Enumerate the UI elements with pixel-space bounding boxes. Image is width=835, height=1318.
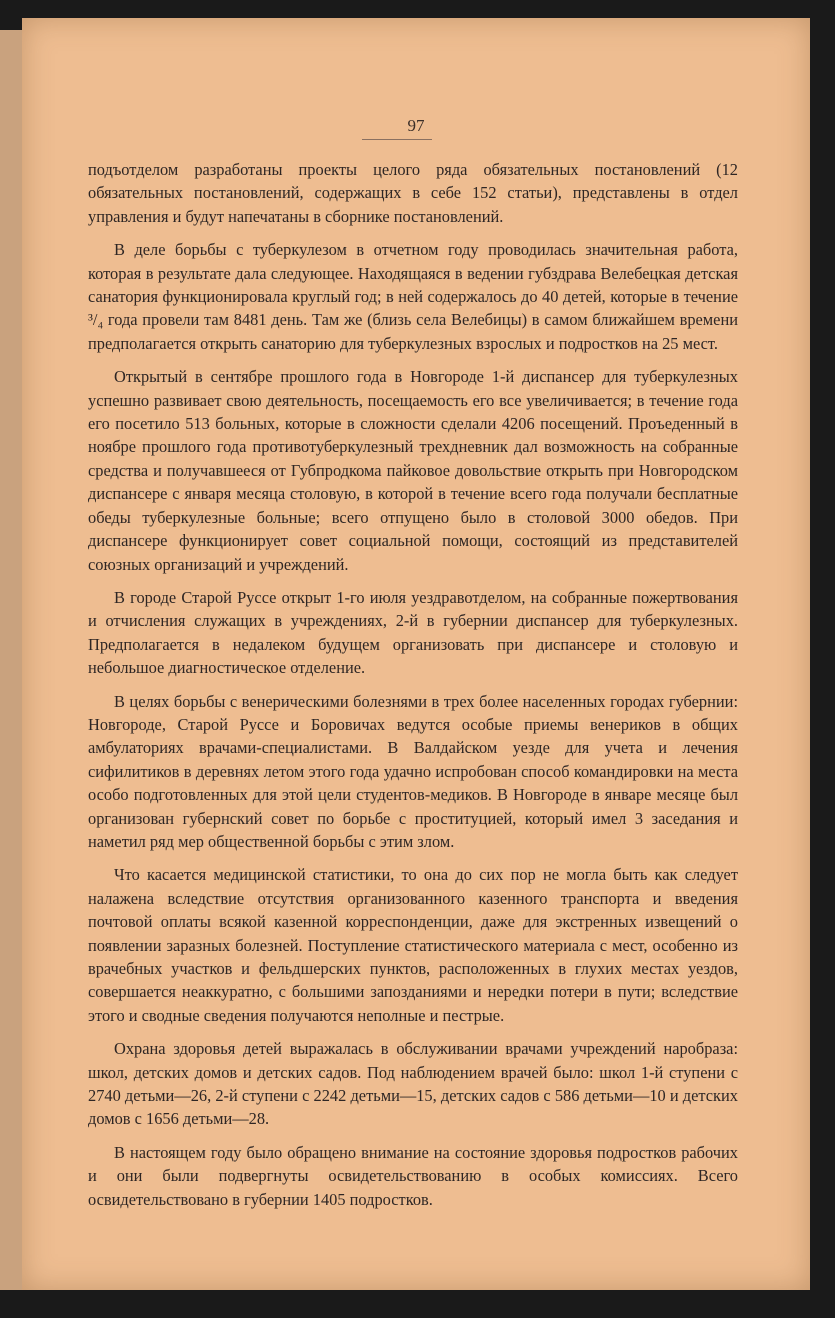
paragraph-continuation: подъотделом разработаны проекты целого ряда обязательных постановлений (12 обязательных постановлений, содержащих в себе 152 статьи), представлены в отдел управления и будут напечатаны в сборнике постановлений.	[88, 160, 738, 226]
adjacent-page-edge	[0, 30, 24, 1290]
page-number-rule	[362, 139, 432, 140]
paragraph-venereal: В целях борьбы с венерическими болезнями в трех более населенных городах губернии: Новгороде, Старой Руссе и Боровичах ведутся особые приемы венериков в общих амбулаториях врачами-специалистами. В Валдайском уезде для учета и лечения сифилитиков в деревнях летом этого года удачно испробован способ командировки на места особо подготовленных для этой цели студентов-медиков. В Новгороде в январе месяце был организован губернский совет по борьбе с проституцией, который имел 3 заседания и наметил ряд мер общественной борьбы с этим злом.	[88, 691, 738, 851]
paragraph-dispensary-novgorod: Открытый в сентябре прошлого года в Новгороде 1-й диспансер для туберкулезных успешно развивает свою деятельность, посещаемость его все увеличивается; в течение года его посетило 513 больных, которые в сложности сделали 4206 посещений. Проъеденный в ноябре прошлого года противотуберкулезный трехдневник дал возможность на собранные средства и получавшееся от Губпродкома пайковое довольствие открыть при Новгородском диспансере с января месяца столовую, в которой в течение всего года получали бесплатные обеды туберкулезные больные; всего отпущено было в столовой 3000 обедов. При диспансере функционирует совет социальной помощи, состоящий из представителей союзных организаций и учреждений.	[88, 367, 738, 574]
paragraph-children-health: Охрана здоровья детей выражалась в обслуживании врачами учреждений наробраза: школ, детских домов и детских садов. Под наблюдением врачей было: школ 1-й ступени с 2740 детьми—26, 2-й ступени с 2242 детьми—15, детских садов с 586 детьми—10 и детских домов с 1656 детьми—28.	[88, 1039, 738, 1129]
paragraph-teenagers: В настоящем году было обращено внимание на состояние здоровья подростков рабочих и они были подвергнуты освидетельствованию в особых комиссиях. Всего освидетельствовано в губернии 1405 подростков.	[88, 1142, 738, 1209]
page-number: 97	[407, 116, 425, 135]
paragraph-statistics: Что касается медицинской статистики, то она до сих пор не могла быть как следует налажена вследствие отсутствия организованного казенного транспорта и введения почтовой оплаты всякой казенной корреспонденции, даже для экстренных извещений о появлении заразных болезней. Поступление статистического материала с мест, особенно из врачебных участков и фельдшерских пунктов, расположенных в глухих местах уездов, совершается неаккуратно, с большими запозданиями и нередки потери в пути; вследствие этого и сводные сведения получаются неполные и пестрые.	[88, 865, 738, 1025]
body-text	[88, 158, 738, 1221]
book-page	[22, 18, 810, 1290]
paragraph-dispensary-staraya-russa: В городе Старой Руссе открыт 1-го июля уездравотделом, на собранные пожертвования и отчисления служащих в учреждениях, 2-й в губернии диспансер для туберкулезных. Предполагается в недалеком будущем организовать при диспансере и столовую и небольшое диагностическое отделение.	[88, 587, 738, 678]
paragraph-tuberculosis: В деле борьбы с туберкулезом в отчетном году проводилась значительная работа, которая в результате дала следующее. Находящаяся в ведении губздрава Велебецкая детская санатория функционировала круглый год; в ней содержалось до 40 детей, которые в течение ³/₄ года провели там 8481 день. Там же (близь села Велебицы) в самом ближайшем времени предполагается открыть санаторию для туберкулезных взрослых и подростков на 25 мест.	[88, 240, 738, 353]
